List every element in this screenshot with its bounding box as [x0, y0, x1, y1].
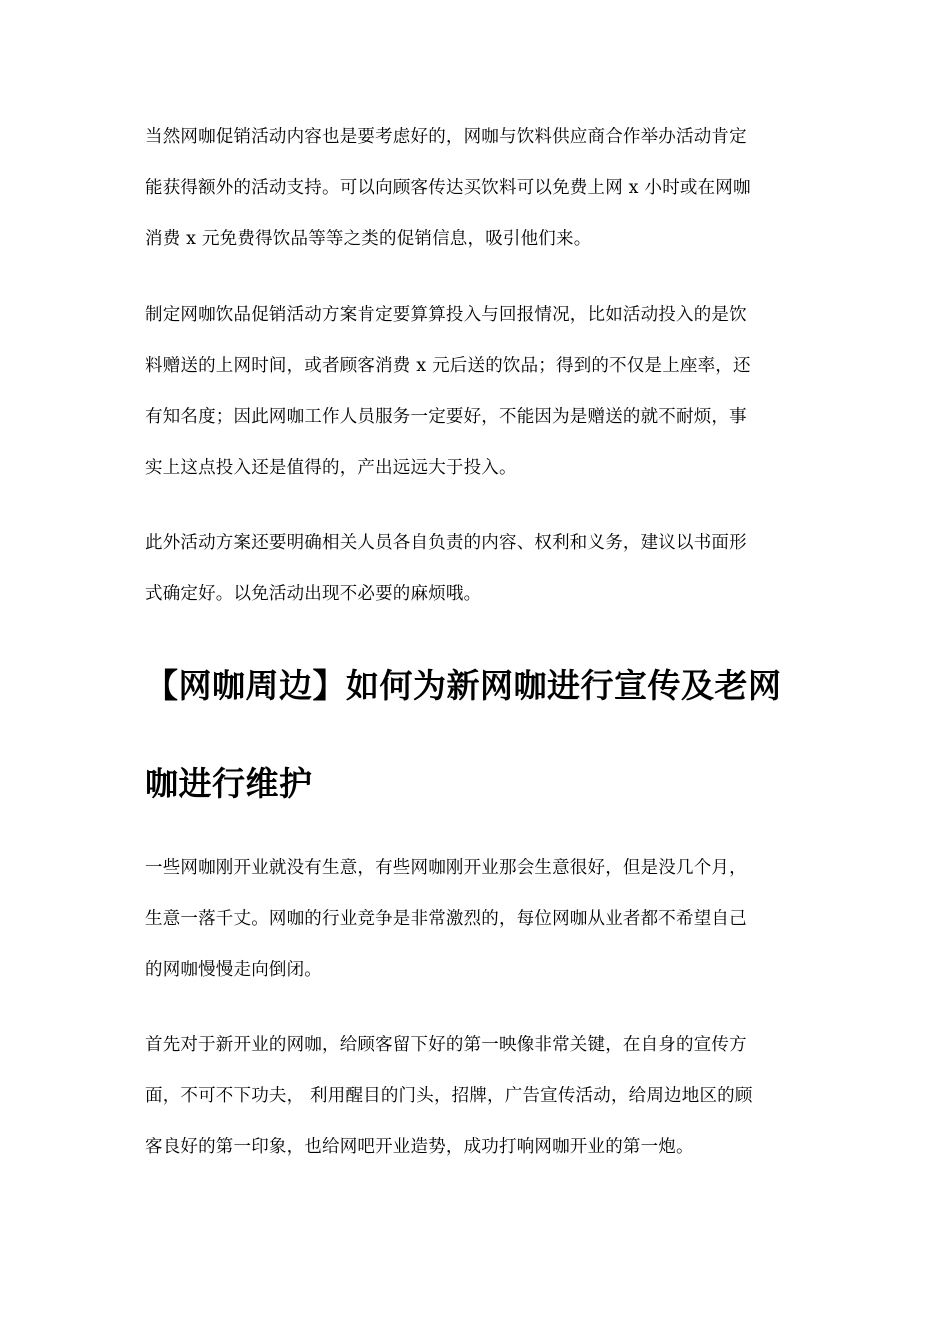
- paragraph-line: 面，不可不下功夫， 利用醒目的门头，招牌，广告宣传活动，给周边地区的顾: [145, 1086, 753, 1106]
- paragraph-line: 有知名度；因此网咖工作人员服务一定要好，不能因为是赠送的就不耐烦，事: [145, 407, 747, 427]
- paragraph-business-decline: [145, 843, 810, 996]
- paragraph-line: 此外活动方案还要明确相关人员各自负责的内容、权利和义务，建议以书面形: [145, 533, 747, 553]
- paragraph-line: 消费 x 元免费得饮品等等之类的促销信息，吸引他们来。: [145, 229, 592, 249]
- heading-line: 咖进行维护: [145, 764, 313, 803]
- paragraph-line: 制定网咖饮品促销活动方案肯定要算算投入与回报情况，比如活动投入的是饮: [145, 305, 747, 325]
- paragraph-promotion-content: [145, 112, 810, 265]
- paragraph-line: 能获得额外的活动支持。可以向顾客传达买饮料可以免费上网 x 小时或在网咖: [145, 178, 751, 198]
- section-heading: [145, 637, 825, 833]
- paragraph-line: 料赠送的上网时间，或者顾客消费 x 元后送的饮品；得到的不仅是上座率，还: [145, 356, 751, 376]
- paragraph-line: 当然网咖促销活动内容也是要考虑好的，网咖与饮料供应商合作举办活动肯定: [145, 127, 747, 147]
- paragraph-line: 首先对于新开业的网咖，给顾客留下好的第一映像非常关键，在自身的宣传方: [145, 1035, 747, 1055]
- paragraph-line: 客良好的第一印象，也给网吧开业造势，成功打响网咖开业的第一炮。: [145, 1137, 694, 1157]
- paragraph-promotion-plan: [145, 290, 810, 494]
- paragraph-line: 实上这点投入还是值得的，产出远远大于投入。: [145, 458, 517, 478]
- paragraph-first-impression: [145, 1020, 810, 1173]
- paragraph-line: 生意一落千丈。网咖的行业竞争是非常激烈的，每位网咖从业者都不希望自己: [145, 909, 747, 929]
- paragraph-line: 的网咖慢慢走向倒闭。: [145, 960, 322, 980]
- paragraph-line: 一些网咖刚开业就没有生意，有些网咖刚开业那会生意很好，但是没几个月，: [145, 858, 747, 878]
- heading-line: 【网咖周边】如何为新网咖进行宣传及老网: [145, 666, 782, 705]
- paragraph-line: 式确定好。以免活动出现不必要的麻烦哦。: [145, 584, 482, 604]
- paragraph-responsibilities: [145, 518, 810, 620]
